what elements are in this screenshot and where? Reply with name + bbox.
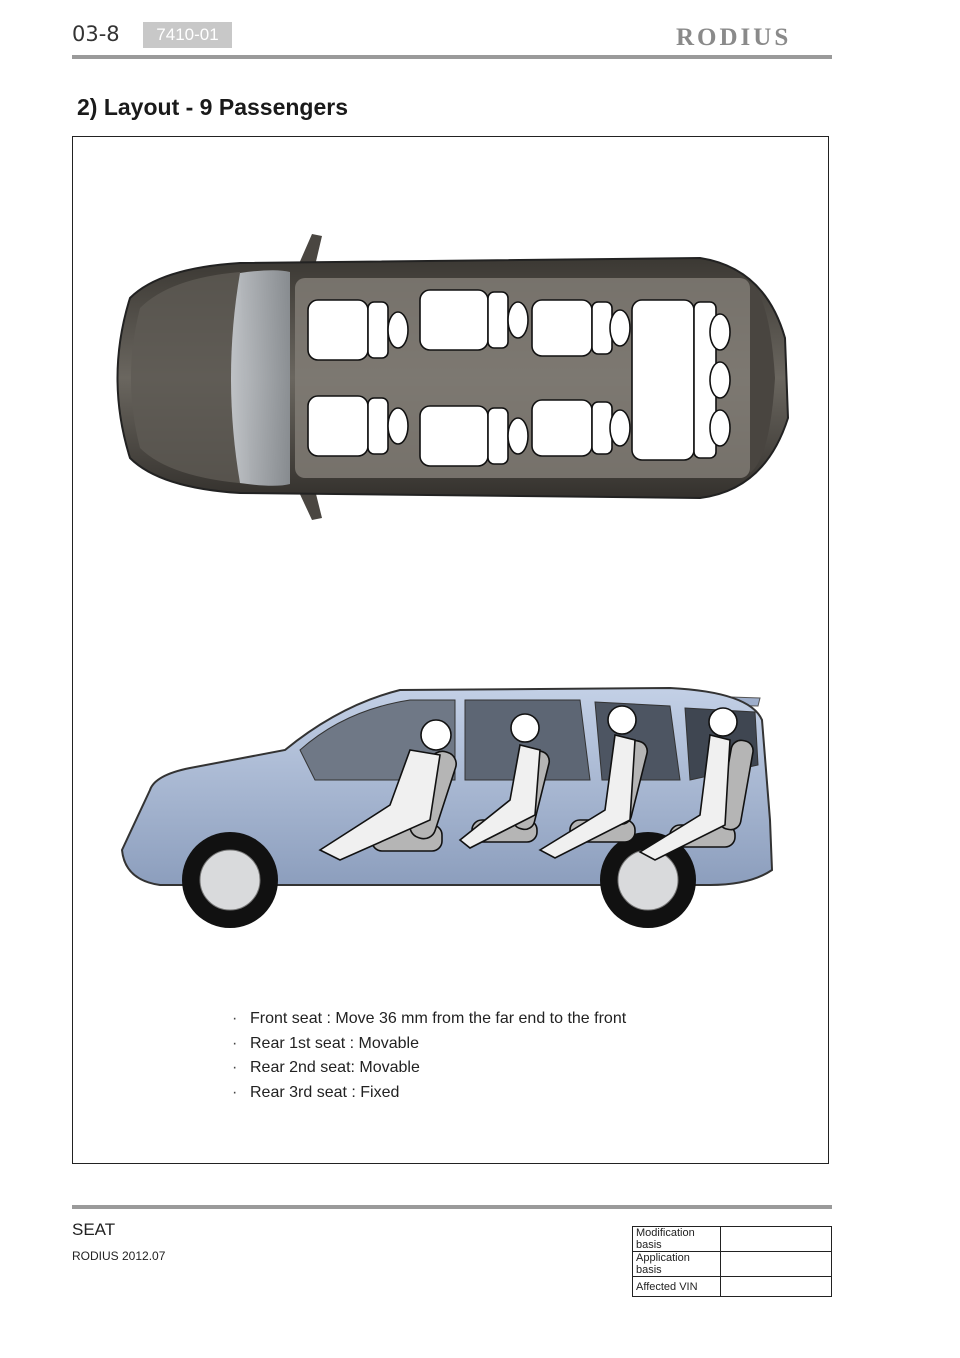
rear-2nd-right-seat	[532, 400, 592, 456]
table-cell-label: Modification basis	[633, 1227, 721, 1252]
table-row	[633, 1252, 832, 1277]
table-cell-label: Application basis	[633, 1252, 721, 1277]
header-rule	[72, 55, 832, 59]
seat-notes-list	[232, 1007, 626, 1105]
vehicle-side-view-illustration	[110, 680, 775, 945]
section-code-badge: 7410-01	[143, 22, 232, 48]
table-row	[633, 1227, 832, 1252]
rear-3rd-bench-seat	[632, 300, 694, 460]
brand-logo: RODIUS	[676, 24, 792, 51]
modification-table	[632, 1226, 832, 1297]
section-title: 2) Layout - 9 Passengers	[77, 94, 348, 120]
footer-model-date: RODIUS 2012.07	[72, 1249, 166, 1263]
table-row	[633, 1277, 832, 1297]
list-item: · Rear 3rd seat : Fixed	[232, 1083, 400, 1101]
rear-1st-right-seat	[420, 406, 488, 466]
table-cell-value	[721, 1277, 832, 1297]
footer-rule	[72, 1205, 832, 1209]
table-cell-value	[721, 1252, 832, 1277]
table-cell-label: Affected VIN	[633, 1277, 721, 1297]
rear-1st-left-seat	[420, 290, 488, 350]
front-left-seat	[308, 300, 368, 360]
rear-2nd-left-seat	[532, 300, 592, 356]
table-cell-value	[721, 1227, 832, 1252]
list-item: · Rear 1st seat : Movable	[232, 1034, 419, 1052]
front-right-seat	[308, 396, 368, 456]
list-item: · Front seat : Move 36 mm from the far end to the front	[232, 1010, 627, 1027]
page-number: 03-8	[72, 22, 120, 46]
list-item: · Rear 2nd seat: Movable	[232, 1059, 420, 1076]
footer-section-name: SEAT	[72, 1220, 116, 1239]
vehicle-top-view-illustration	[100, 228, 790, 528]
